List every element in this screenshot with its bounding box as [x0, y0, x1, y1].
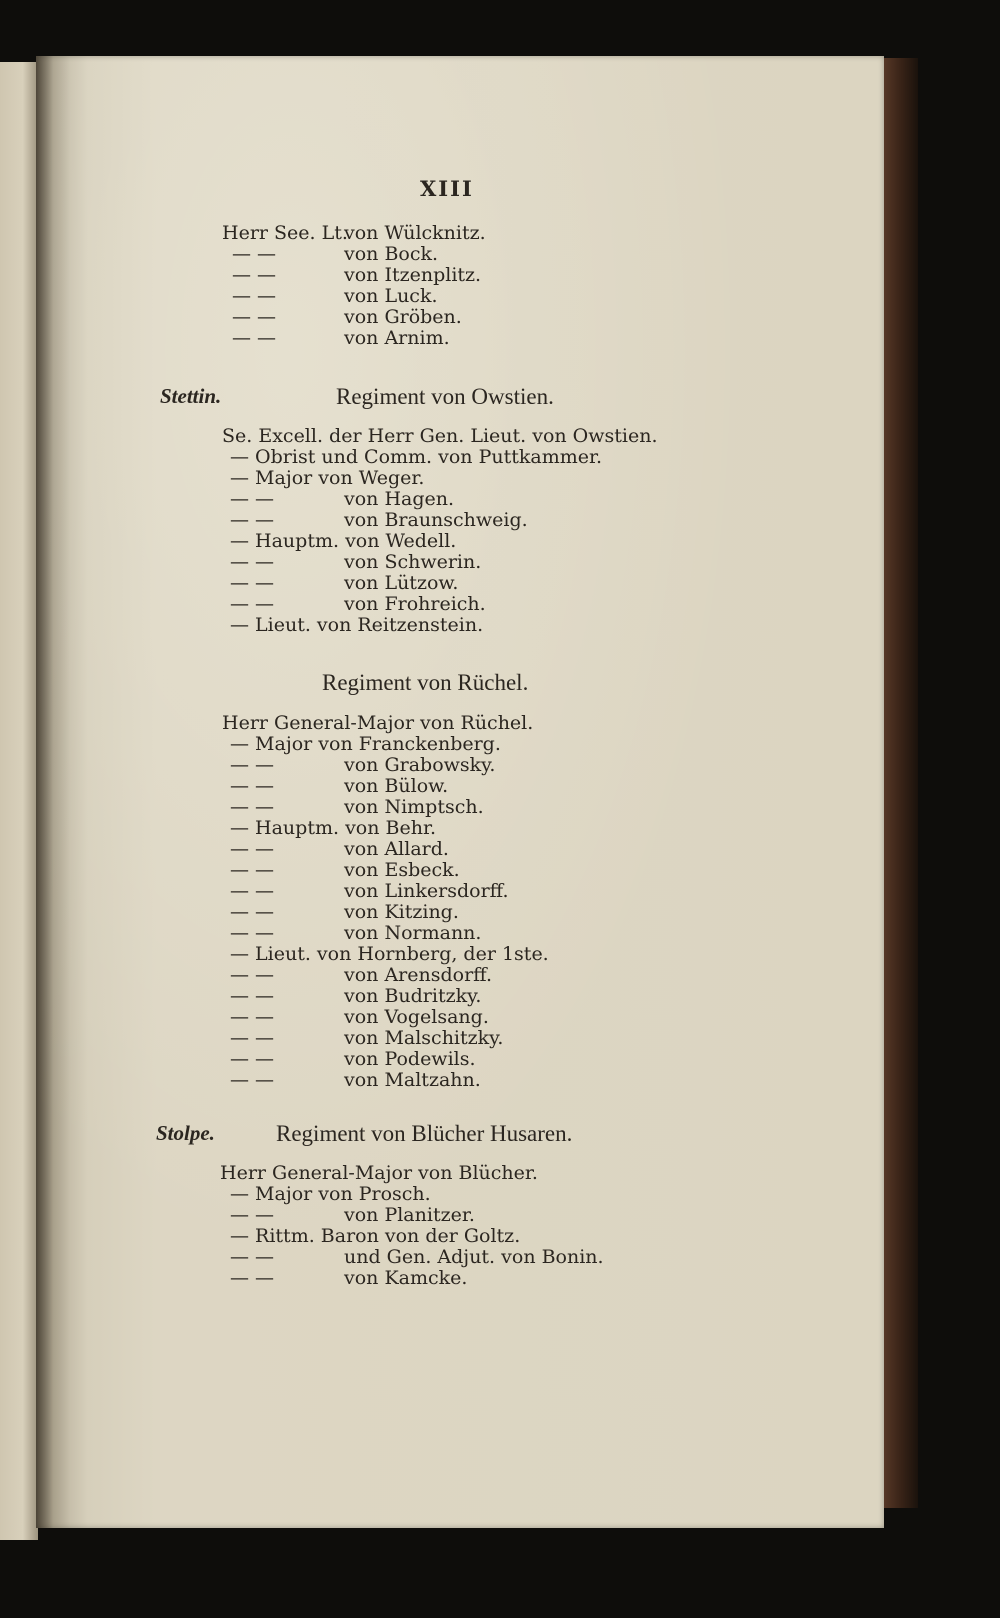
entry-line: Se. Excell. der Herr Gen. Lieut. von Owstien. — [222, 425, 658, 447]
entry-name: und Gen. Adjut. von Bonin. — [344, 1246, 604, 1268]
entry-line: — Major von Franckenberg. — [230, 733, 501, 755]
entry-name: von Grabowsky. — [344, 754, 496, 776]
entry-name: von Kitzing. — [344, 901, 459, 923]
page-gutter-shadow — [36, 56, 70, 1528]
entry-label: — — — [230, 1048, 275, 1070]
entry-line: — Major von Weger. — [230, 467, 425, 489]
entry-label: — — — [230, 1204, 275, 1226]
entry-line: — Obrist und Comm. von Puttkammer. — [230, 446, 603, 468]
entry-name: von Arensdorff. — [344, 964, 493, 986]
entry-label: — — — [232, 306, 277, 328]
entry-label: — — — [230, 922, 275, 944]
entry-name: von Normann. — [344, 922, 482, 944]
entry-name: von Malschitzky. — [344, 1027, 504, 1049]
entry-label: — — — [230, 775, 275, 797]
entry-label: — — — [230, 1246, 275, 1268]
entry-label: — — — [232, 327, 277, 349]
entry-name: von Nimptsch. — [344, 796, 484, 818]
entry-name: von Hagen. — [344, 488, 455, 510]
entry-label: — — — [230, 964, 275, 986]
location-label: Stolpe. — [156, 1121, 215, 1145]
entry-name: von Itzenplitz. — [344, 264, 482, 286]
entry-line: — Hauptm. von Wedell. — [230, 530, 457, 552]
location-label: Stettin. — [160, 384, 222, 408]
regiment-heading: Regiment von Rüchel. — [322, 670, 529, 695]
entry-label: — — — [230, 572, 275, 594]
entry-name: von Lützow. — [344, 572, 459, 594]
entry-label: — — — [230, 551, 275, 573]
entry-label: — — — [230, 796, 275, 818]
entry-name: von Braunschweig. — [344, 509, 528, 531]
entry-name: von Vogelsang. — [344, 1006, 489, 1028]
entry-label: — — — [230, 838, 275, 860]
entry-label: — — — [230, 1006, 275, 1028]
entry-line: — Rittm. Baron von der Goltz. — [230, 1225, 521, 1247]
entry-name: von Arnim. — [344, 327, 450, 349]
entry-label: — — — [230, 754, 275, 776]
entry-name: von Luck. — [344, 285, 438, 307]
entry-name: von Planitzer. — [344, 1204, 475, 1226]
entry-label: — — — [232, 243, 277, 265]
entry-label: — — — [230, 901, 275, 923]
entry-name: von Gröben. — [344, 306, 462, 328]
entry-label: — — — [230, 1027, 275, 1049]
entry-name: von Podewils. — [344, 1048, 476, 1070]
entry-label: — — — [230, 985, 275, 1007]
regiment-heading: Regiment von Blücher Husaren. — [276, 1121, 573, 1146]
entry-label: — — — [230, 1267, 275, 1289]
entry-name: von Wülcknitz. — [344, 222, 486, 244]
entry-label: — — — [230, 1069, 275, 1091]
entry-name: von Linkersdorff. — [344, 880, 509, 902]
entry-line: — Lieut. von Reitzenstein. — [230, 614, 484, 636]
entry-name: von Allard. — [344, 838, 449, 860]
entry-name: von Bock. — [344, 243, 439, 265]
entry-label: — — — [230, 859, 275, 881]
entry-label: — — — [232, 264, 277, 286]
entry-line: — Major von Prosch. — [230, 1183, 431, 1205]
entry-name: von Budritzky. — [344, 985, 482, 1007]
entry-label: Herr See. Lt. — [222, 222, 348, 244]
left-page-edge — [0, 62, 38, 1540]
entry-label: — — — [230, 509, 275, 531]
regiment-heading: Regiment von Owstien. — [336, 384, 554, 409]
entry-name: von Schwerin. — [344, 551, 482, 573]
entry-line: Herr General-Major von Rüchel. — [222, 712, 534, 734]
entry-name: von Maltzahn. — [344, 1069, 481, 1091]
entry-line: — Hauptm. von Behr. — [230, 817, 436, 839]
entry-line: — Lieut. von Hornberg, der 1ste. — [230, 943, 549, 965]
entry-name: von Frohreich. — [344, 593, 486, 615]
entry-label: — — — [232, 285, 277, 307]
entry-label: — — — [230, 488, 275, 510]
entry-name: von Kamcke. — [344, 1267, 468, 1289]
entry-line: Herr General-Major von Blücher. — [220, 1162, 538, 1184]
page-number: XIII — [420, 176, 474, 201]
entry-label: — — — [230, 880, 275, 902]
entry-name: von Esbeck. — [344, 859, 460, 881]
entry-name: von Bülow. — [344, 775, 449, 797]
entry-label: — — — [230, 593, 275, 615]
